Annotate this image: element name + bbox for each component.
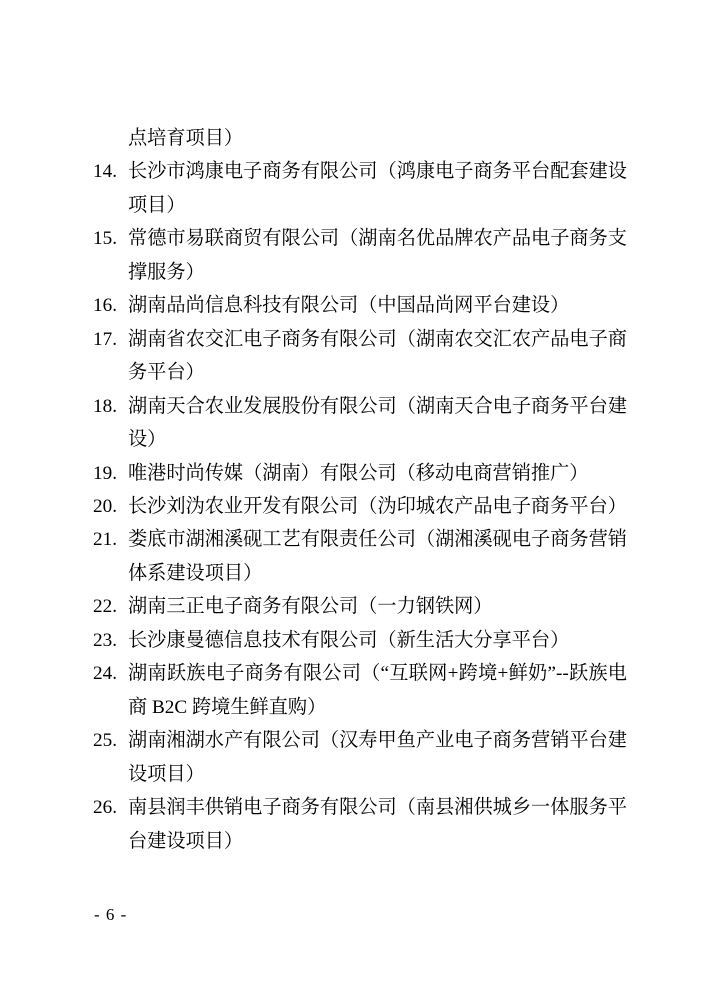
item-text: 湖南三正电子商务有限公司（一力钢铁网） [128, 596, 493, 618]
item-number: 18. [93, 395, 117, 417]
item-text: 长沙刘沩农业开发有限公司（沩印城农产品电子商务平台） [128, 495, 627, 517]
list-item [93, 490, 627, 523]
item-number: 20. [93, 495, 117, 517]
item-number: 16. [93, 295, 117, 317]
item-text: 娄底市湖湘溪砚工艺有限责任公司（湖湘溪砚电子商务营销体系建设项目） [128, 529, 627, 584]
list-item [93, 390, 627, 457]
item-text: 湖南品尚信息科技有限公司（中国品尚网平台建设） [128, 295, 570, 317]
list-item [93, 657, 627, 724]
item-text: 湖南湘湖水产有限公司（汉寿甲鱼产业电子商务营销平台建设项目） [128, 730, 627, 785]
list-item [93, 590, 627, 623]
item-number: 26. [93, 797, 117, 819]
item-number: 14. [93, 161, 117, 183]
item-text: 南县润丰供销电子商务有限公司（南县湘供城乡一体服务平台建设项目） [128, 797, 627, 852]
item-number: 19. [93, 462, 117, 484]
item-text: 唯港时尚传媒（湖南）有限公司（移动电商营销推广） [128, 462, 589, 484]
item-number: 23. [93, 629, 117, 651]
list-item [93, 523, 627, 590]
list-item [93, 791, 627, 858]
item-number: 24. [93, 663, 117, 685]
list-item [93, 155, 627, 222]
item-text: 湖南省农交汇电子商务有限公司（湖南农交汇农产品电子商务平台） [128, 328, 627, 384]
list-item [93, 457, 627, 490]
item-number: 25. [93, 730, 117, 752]
list-item [93, 724, 627, 791]
document-body [93, 122, 627, 858]
list-item [93, 289, 627, 322]
item-number: 17. [93, 328, 117, 350]
item-text: 长沙康曼德信息技术有限公司（新生活大分享平台） [128, 629, 570, 651]
page-number: - 6 - [94, 905, 128, 924]
item-number: 22. [93, 596, 117, 618]
continuation-line: 点培育项目） [128, 128, 244, 149]
item-number: 15. [93, 228, 117, 250]
list-item [93, 624, 627, 657]
list-item [93, 323, 627, 390]
item-text: 长沙市鸿康电子商务有限公司（鸿康电子商务平台配套建设项目） [128, 161, 627, 216]
list-item [93, 222, 627, 289]
item-text: 湖南天合农业发展股份有限公司（湖南天合电子商务平台建设） [128, 395, 627, 451]
item-text: 湖南跃族电子商务有限公司（“互联网+跨境+鲜奶”--跃族电商 B2C 跨境生鲜直购） [128, 663, 627, 718]
item-number: 21. [93, 529, 117, 551]
item-text: 常德市易联商贸有限公司（湖南名优品牌农产品电子商务支撑服务） [128, 228, 627, 283]
